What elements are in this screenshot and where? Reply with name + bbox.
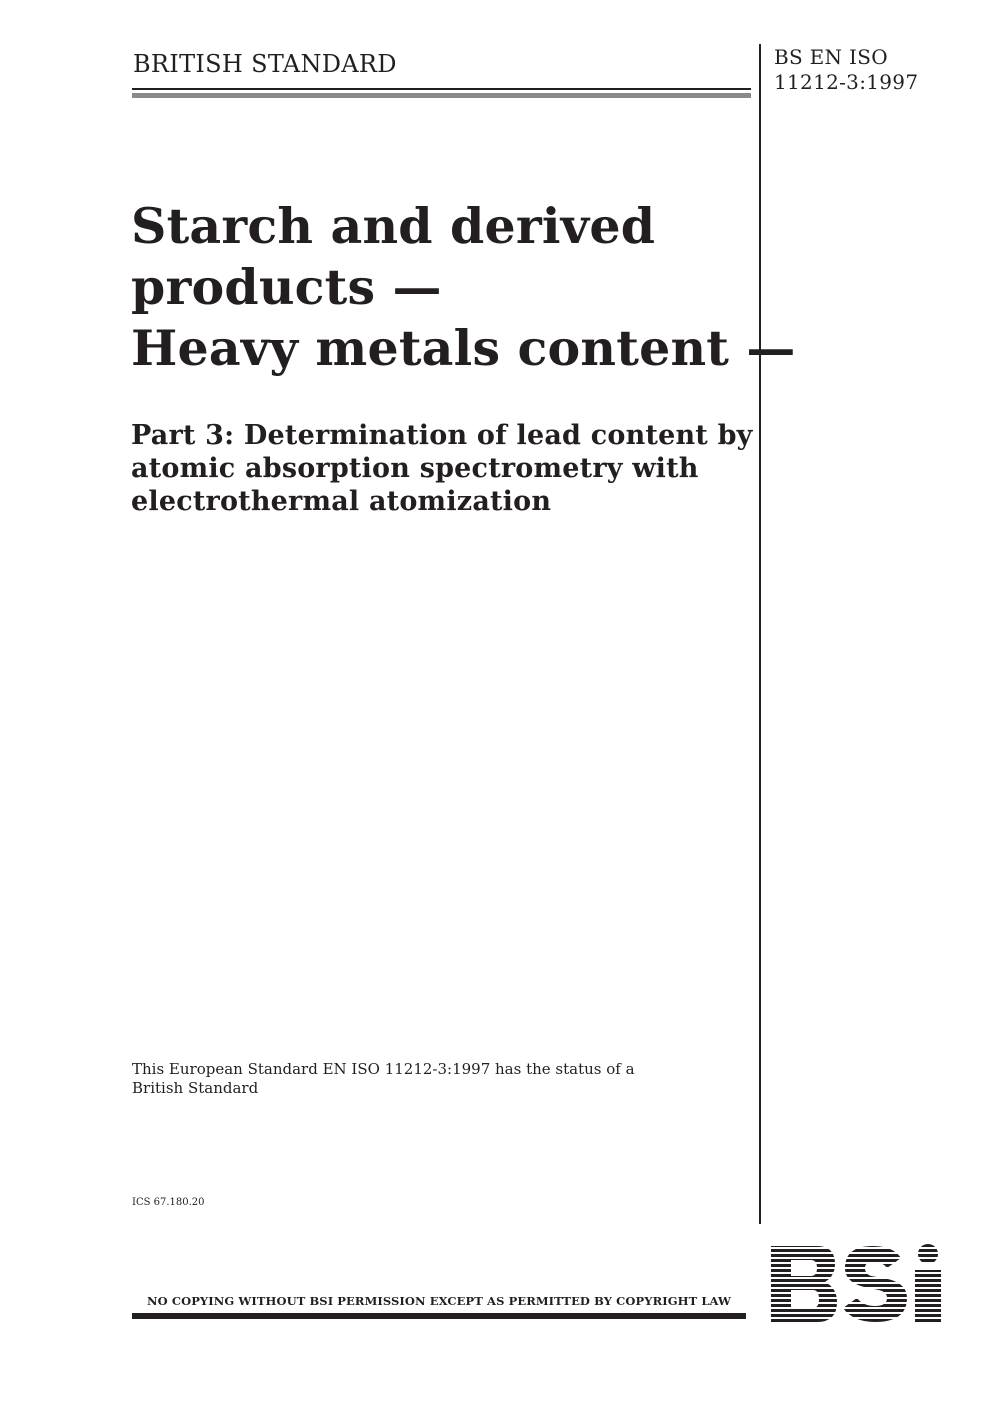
document-number-line: BS EN ISO: [774, 45, 888, 69]
copyright-notice: NO COPYING WITHOUT BSI PERMISSION EXCEPT AS PERMITTED BY COPYRIGHT LAW: [146, 1294, 732, 1308]
subtitle-line: atomic absorption spectrometry with: [131, 453, 699, 484]
standard-type-label: BRITISH STANDARD: [133, 50, 397, 78]
document-number-line: 11212-3:1997: [774, 70, 919, 94]
header-rule-thick: [132, 93, 751, 98]
bsi-logo-icon: [769, 1244, 947, 1324]
title-line: products —: [131, 258, 442, 316]
status-note-line: British Standard: [132, 1079, 259, 1097]
subtitle-line: electrothermal atomization: [131, 486, 552, 517]
header-rule-thin: [132, 88, 751, 90]
ics-code: ICS 67.180.20: [132, 1197, 205, 1208]
status-note: [132, 1060, 635, 1098]
title-line: Heavy metals content —: [131, 319, 796, 377]
document-number: [774, 45, 918, 95]
status-note-line: This European Standard EN ISO 11212-3:1997 has the status of a: [132, 1060, 635, 1078]
document-title: [131, 196, 796, 379]
footer-rule: [132, 1313, 746, 1319]
title-line: Starch and derived: [131, 197, 656, 255]
subtitle-line: Part 3: Determination of lead content by: [131, 420, 753, 451]
document-subtitle: [131, 419, 753, 518]
